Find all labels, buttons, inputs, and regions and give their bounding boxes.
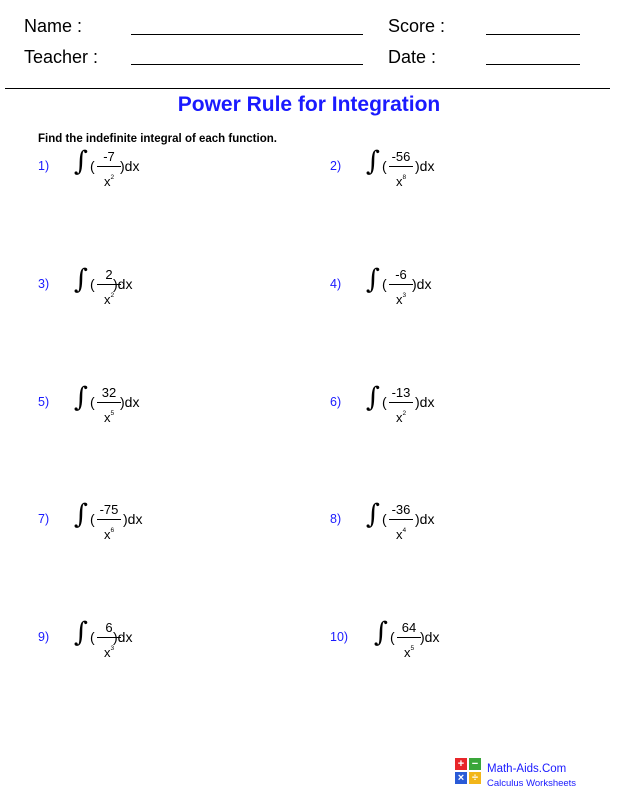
times-icon: × bbox=[455, 772, 467, 784]
open-paren: ( bbox=[90, 276, 95, 292]
numerator: 6 bbox=[105, 620, 113, 635]
integral-sign: ∫ bbox=[74, 617, 89, 648]
differential: )dx bbox=[415, 158, 435, 174]
date-field[interactable] bbox=[486, 64, 580, 65]
problem-8 bbox=[330, 500, 530, 550]
exponent: 2 bbox=[110, 292, 115, 299]
integral-sign: ∫ bbox=[366, 382, 381, 413]
math-aids-logo bbox=[455, 758, 595, 792]
problem-number: 2) bbox=[330, 159, 342, 173]
exponent: 4 bbox=[402, 527, 407, 534]
problem-1 bbox=[38, 147, 238, 197]
minus-icon: − bbox=[469, 758, 481, 770]
differential: )dx bbox=[412, 276, 432, 292]
problem-number: 8) bbox=[330, 512, 342, 526]
denominator bbox=[387, 170, 415, 189]
name-label: Name : bbox=[24, 16, 83, 36]
exponent: 3 bbox=[402, 292, 407, 299]
open-paren: ( bbox=[382, 158, 387, 174]
denominator bbox=[95, 170, 123, 189]
open-paren: ( bbox=[382, 276, 387, 292]
teacher-field[interactable] bbox=[131, 64, 363, 65]
integral-sign: ∫ bbox=[366, 499, 381, 530]
open-paren: ( bbox=[90, 394, 95, 410]
fraction-bar bbox=[389, 402, 413, 403]
differential: )dx bbox=[415, 394, 435, 410]
problem-number: 1) bbox=[38, 159, 50, 173]
fraction-bar bbox=[97, 519, 121, 520]
numerator: -56 bbox=[391, 149, 411, 164]
fraction-bar bbox=[97, 402, 121, 403]
open-paren: ( bbox=[90, 158, 95, 174]
denominator bbox=[387, 523, 415, 542]
problem-9 bbox=[38, 618, 238, 668]
problem-10 bbox=[330, 618, 530, 668]
integral-sign: ∫ bbox=[74, 264, 89, 295]
integral-sign: ∫ bbox=[74, 382, 89, 413]
numerator: -75 bbox=[99, 502, 119, 517]
base: x bbox=[395, 410, 403, 425]
logo-subtitle: Calculus Worksheets bbox=[487, 778, 577, 789]
problem-number: 5) bbox=[38, 395, 50, 409]
base: x bbox=[395, 292, 403, 307]
fraction-bar bbox=[389, 284, 413, 285]
instructions: Find the indefinite integral of each function. bbox=[38, 133, 277, 145]
denominator bbox=[387, 288, 415, 307]
base: x bbox=[103, 292, 111, 307]
denominator bbox=[395, 641, 423, 660]
exponent: 6 bbox=[110, 527, 115, 534]
score-field[interactable] bbox=[486, 34, 580, 35]
base: x bbox=[395, 527, 403, 542]
problem-number: 6) bbox=[330, 395, 342, 409]
integral-sign: ∫ bbox=[366, 146, 381, 177]
numerator: 64 bbox=[401, 620, 417, 635]
base: x bbox=[403, 645, 411, 660]
logo-name: Math-Aids.Com bbox=[487, 763, 567, 775]
fraction-bar bbox=[389, 519, 413, 520]
integral-sign: ∫ bbox=[74, 146, 89, 177]
denominator bbox=[95, 406, 123, 425]
teacher-label: Teacher : bbox=[24, 47, 99, 67]
open-paren: ( bbox=[382, 394, 387, 410]
base: x bbox=[103, 410, 111, 425]
numerator: 2 bbox=[105, 267, 113, 282]
problem-number: 4) bbox=[330, 277, 342, 291]
integral-sign: ∫ bbox=[374, 617, 389, 648]
base: x bbox=[103, 645, 111, 660]
problem-2 bbox=[330, 147, 530, 197]
exponent: 5 bbox=[410, 645, 415, 652]
differential: )dx bbox=[123, 511, 143, 527]
numerator: -6 bbox=[395, 267, 407, 282]
score-label: Score : bbox=[388, 16, 446, 36]
fraction-bar bbox=[97, 166, 121, 167]
header-divider bbox=[5, 88, 610, 89]
open-paren: ( bbox=[382, 511, 387, 527]
problem-3 bbox=[38, 265, 238, 315]
problem-6 bbox=[330, 383, 530, 433]
fraction-bar bbox=[397, 637, 421, 638]
name-field[interactable] bbox=[131, 34, 363, 35]
problem-number: 10) bbox=[330, 630, 349, 644]
fraction-bar bbox=[389, 166, 413, 167]
problem-number: 7) bbox=[38, 512, 50, 526]
differential: )dx bbox=[415, 511, 435, 527]
exponent: 5 bbox=[110, 410, 115, 417]
divide-icon: ÷ bbox=[469, 772, 481, 784]
denominator bbox=[387, 406, 415, 425]
exponent: 8 bbox=[402, 174, 407, 181]
differential: )dx bbox=[120, 394, 140, 410]
base: x bbox=[103, 527, 111, 542]
base: x bbox=[103, 174, 111, 189]
base: x bbox=[395, 174, 403, 189]
numerator: -36 bbox=[391, 502, 411, 517]
problem-4 bbox=[330, 265, 530, 315]
numerator: 32 bbox=[101, 385, 117, 400]
exponent: 2 bbox=[110, 174, 115, 181]
plus-icon: + bbox=[455, 758, 467, 770]
differential: )dx bbox=[113, 629, 133, 645]
exponent: 2 bbox=[402, 410, 407, 417]
problem-number: 3) bbox=[38, 277, 50, 291]
worksheet-title: Power Rule for Integration bbox=[177, 93, 441, 116]
exponent: 3 bbox=[110, 645, 115, 652]
differential: )dx bbox=[113, 276, 133, 292]
problem-number: 9) bbox=[38, 630, 50, 644]
logo-icon bbox=[455, 758, 481, 784]
numerator: -13 bbox=[391, 385, 411, 400]
denominator bbox=[95, 523, 123, 542]
date-label: Date : bbox=[388, 47, 437, 67]
problem-7 bbox=[38, 500, 238, 550]
open-paren: ( bbox=[390, 629, 395, 645]
open-paren: ( bbox=[90, 629, 95, 645]
differential: )dx bbox=[120, 158, 140, 174]
problem-5 bbox=[38, 383, 238, 433]
open-paren: ( bbox=[90, 511, 95, 527]
numerator: -7 bbox=[103, 149, 115, 164]
integral-sign: ∫ bbox=[366, 264, 381, 295]
differential: )dx bbox=[420, 629, 440, 645]
integral-sign: ∫ bbox=[74, 499, 89, 530]
